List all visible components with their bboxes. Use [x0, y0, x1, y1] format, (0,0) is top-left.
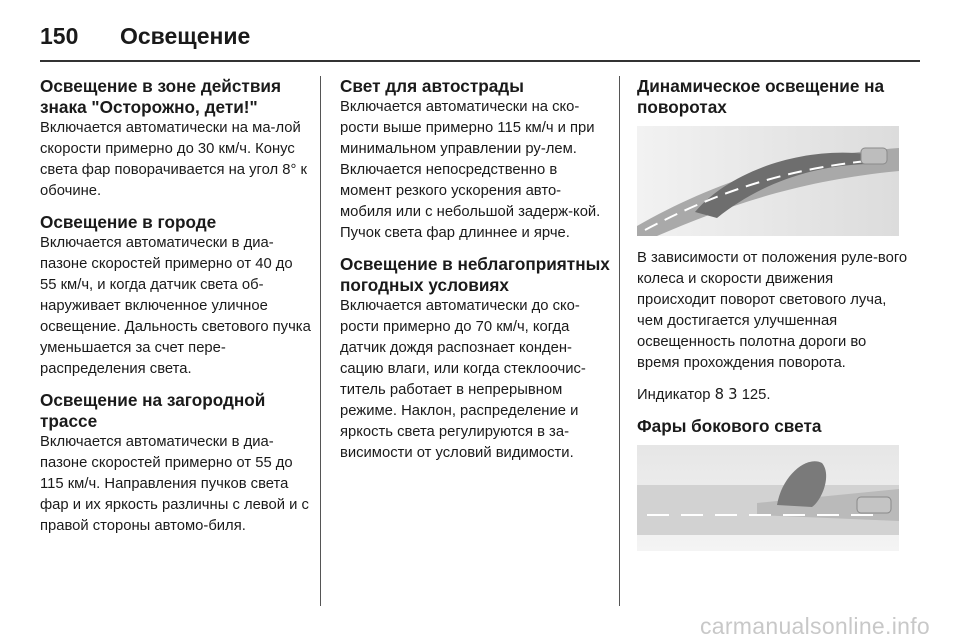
section-body-bad-weather: Включается автоматически до ско-рости примерно до 70 км/ч, когда датчик дождя распознает конден-сацию влаги, или когда стеклоочис-титель работает в непрерывном режиме. Наклон, распределение и яркость света регулируются в за-висимости от условий видимости.: [340, 298, 586, 461]
indicator-label: Индикатор: [637, 387, 711, 403]
column-1: [40, 76, 312, 537]
page-header: [40, 16, 250, 56]
indicator-page-ref[interactable]: 125.: [741, 387, 771, 403]
indicator-line: [637, 384, 909, 406]
page-reference-arrow-icon: 3: [728, 386, 738, 403]
section-heading-cornering-lights: Фары бокового света: [637, 416, 822, 436]
header-rule: [40, 60, 920, 62]
section-body-country-road: Включается автоматически в диа-пазоне скоростей примерно от 55 до 115 км/ч. Направления пучков света фар и их яркость различны с левой и с правой стороны автомо-биля.: [40, 434, 309, 534]
section-body-children-zone: Включается автоматически на ма-лой скорости примерно до 30 км/ч. Конус света фар поворачивается на угол 8° к обочине.: [40, 120, 307, 199]
column-2: [340, 76, 612, 464]
section-heading-dynamic-curve: Динамическое освещение на поворотах: [637, 76, 885, 117]
section-body-motorway: Включается автоматически на ско-рости выше примерно 115 км/ч и при минимальном управлении ру-лем. Включается непосредственно в момент резкого ускорения авто-мобиля или с небольшой задерж-кой. Пучок света фар длиннее и ярче.: [340, 99, 601, 241]
section-heading-city: Освещение в городе: [40, 212, 217, 232]
section-body-city: Включается автоматически в диа-пазоне скоростей примерно от 40 до 55 км/ч, и когда датчик света об-наруживает включенное уличное освещение. Дальность светового пучка уменьшается за счет пере-распределения света.: [40, 235, 311, 377]
column-divider-2: [619, 76, 620, 606]
page-number: 150: [40, 22, 79, 49]
cornering-light-illustration: [637, 445, 899, 551]
section-heading-motorway: Свет для автострады: [340, 76, 524, 96]
curve-light-indicator-icon: 8: [714, 386, 725, 403]
section-body-dynamic-curve: В зависимости от положения руле-вого колеса и скорости движения происходит поворот светового луча, чем достигается улучшенная освещенность полотна дороги во время прохождения поворота.: [637, 250, 908, 371]
page-title: Освещение: [120, 22, 251, 49]
watermark: carmanualsonline.info: [699, 613, 930, 639]
curve-light-illustration: [637, 126, 899, 236]
section-heading-country-road: Освещение на загородной трассе: [40, 390, 266, 431]
column-divider-1: [320, 76, 321, 606]
column-3: [637, 76, 909, 563]
section-heading-children-zone: Освещение в зоне действия знака "Осторожно, дети!": [40, 76, 282, 117]
section-heading-bad-weather: Освещение в неблагоприятных погодных условиях: [340, 254, 610, 295]
